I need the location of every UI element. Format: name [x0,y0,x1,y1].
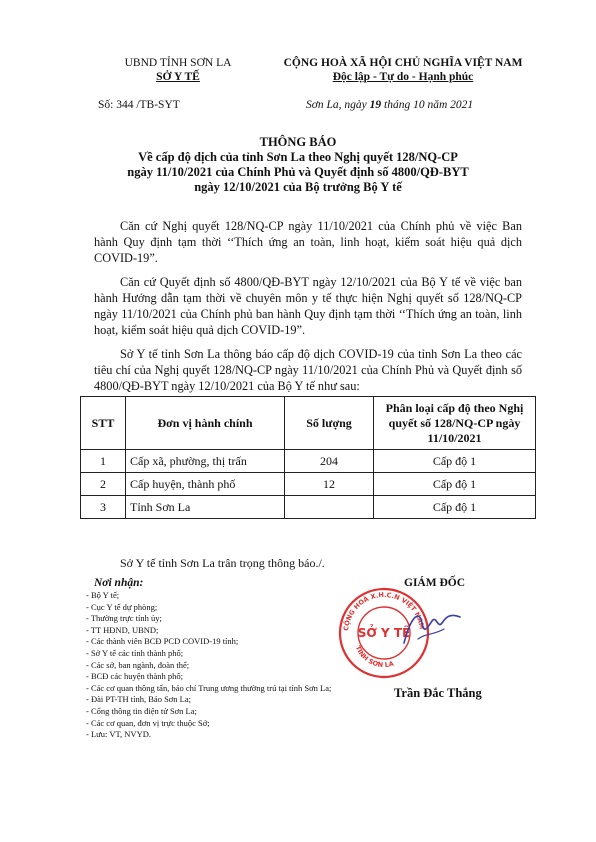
list-item: - TT HĐND, UBND; [86,624,159,635]
cell-stt: 3 [81,496,126,519]
notice-subject-line-3: ngày 12/10/2021 của Bộ trưởng Bộ Y tế [194,180,402,194]
document-number: Số: 344 /TB-SYT [98,99,180,111]
stamp-center-text: SỞ Y TẾ [357,626,411,640]
official-stamp [334,583,474,683]
national-motto: Độc lập - Tự do - Hạnh phúc [332,71,474,83]
cell-level: Cấp độ 1 [374,496,536,519]
col-header-stt: STT [81,397,126,450]
list-item: - BCĐ các huyện thành phố; [86,671,184,682]
stamp-bottom-text: TỈNH SƠN LA [353,644,395,670]
list-item: - Sở Y tế các tỉnh thành phố; [86,647,184,658]
signer-position: GIÁM ĐỐC [404,577,466,589]
col-header-classification: Phân loại cấp độ theo Nghị quyết số 128/NQ-CP ngày 11/10/2021 [374,397,536,450]
list-item: - Thường trực tỉnh ủy; [86,613,162,624]
paragraph-basis-resolution [94,218,522,266]
cell-stt: 2 [81,473,126,496]
date-day: 19 [369,99,382,111]
list-item: - Các cơ quan thông tấn, báo chí Trung ương thường trú tại tỉnh Sơn La; [86,682,332,693]
cell-stt: 1 [81,450,126,473]
list-item: - Đài PT-TH tỉnh, Báo Sơn La; [86,694,191,705]
notice-heading: THÔNG BÁO [259,135,337,149]
handwritten-signature [404,615,460,643]
agency-name: SỞ Y TẾ [156,71,200,83]
nation-title: CỘNG HOÀ XÃ HỘI CHỦ NGHĨA VIỆT NAM [283,57,523,69]
list-item: - Các sở, ban ngành, đoàn thể; [86,659,190,670]
table-row [81,473,536,496]
list-item: - Cổng thông tin điện tử Sơn La; [86,705,197,716]
list-item: - Các thành viên BCĐ PCD COVID-19 tỉnh; [86,636,239,647]
paragraph-basis-decision [94,274,522,338]
document-date [306,99,473,111]
signer-name: Trần Đắc Thắng [394,686,482,700]
col-header-unit: Đơn vị hành chính [126,397,285,450]
table-row [81,496,536,519]
closing-statement: Sở Y tế tỉnh Sơn La trân trọng thông báo./. [120,556,325,570]
cell-unit: Cấp huyện, thành phố [126,473,285,496]
notice-subject-line-2: ngày 11/10/2021 của Chính Phủ và Quyết định số 4800/QĐ-BYT [127,165,469,179]
list-item: - Bộ Y tế; [86,590,120,600]
paragraph-announcement [94,346,522,394]
recipients-title: Nơi nhận: [94,577,144,589]
table-row [81,450,536,473]
national-header-block [268,56,538,84]
stamp-ring-text: CỘNG HOÀ X.H.C.N VIỆT NAM [342,590,426,632]
agency-parent: UBND TỈNH SƠN LA [124,57,232,69]
cell-unit: Cấp xã, phường, thị trấn [126,450,285,473]
cell-level: Cấp độ 1 [374,473,536,496]
list-item: - Cục Y tế dự phòng; [86,601,158,612]
paragraph-text: Sở Y tế tỉnh Sơn La thông báo cấp độ dịch COVID-19 của tỉnh Sơn La theo các tiêu chí của Nghị quyết 128/NQ-CP ngày 11/10/2021 của Chính Phủ và Quyết định số 4800/QĐ-BYT ngày 12/10/2021 của Bộ Y tế như sau: [94,347,522,393]
table-header-row [81,397,536,450]
notice-subject-line-1: Về cấp độ dịch của tỉnh Sơn La theo Nghị quyết 128/NQ-CP [138,150,458,164]
recipients-list [86,590,336,741]
paragraph-text: Căn cứ Quyết định số 4800/QĐ-BYT ngày 12/10/2021 của Bộ Y tế về việc ban hành Hướng dẫn tạm thời về chuyên môn y tế thực hiện Nghị quyết số 128/NQ-CP ngày 11/10/2021 của Chính phủ ban hành Quy định tạm thời ‘‘Thích ứng an toàn, linh hoạt, kiểm soát hiệu quả dịch COVID-19”. [94,275,522,337]
list-item: - Lưu: VT, NVYD. [86,729,151,740]
date-prefix: Sơn La, ngày [306,99,370,111]
list-item: - Các cơ quan, đơn vị trực thuộc Sở; [86,717,210,728]
col-header-quantity: Số lượng [285,397,374,450]
epidemic-level-table [80,396,536,519]
cell-level: Cấp độ 1 [374,450,536,473]
paragraph-text: Căn cứ Nghị quyết 128/NQ-CP ngày 11/10/2021 của Chính phủ về việc Ban hành Quy định tạm thời ‘‘Thích ứng an toàn, linh hoạt, kiểm soát hiệu quả dịch COVID-19”. [94,219,522,265]
notice-title-block [60,135,536,195]
cell-unit: Tỉnh Sơn La [126,496,285,519]
cell-quantity: 204 [285,450,374,473]
signature-stroke [418,629,444,639]
cell-quantity: 12 [285,473,374,496]
issuing-agency-block [98,56,258,84]
cell-quantity [285,496,374,519]
date-suffix: tháng 10 năm 2021 [381,99,474,111]
